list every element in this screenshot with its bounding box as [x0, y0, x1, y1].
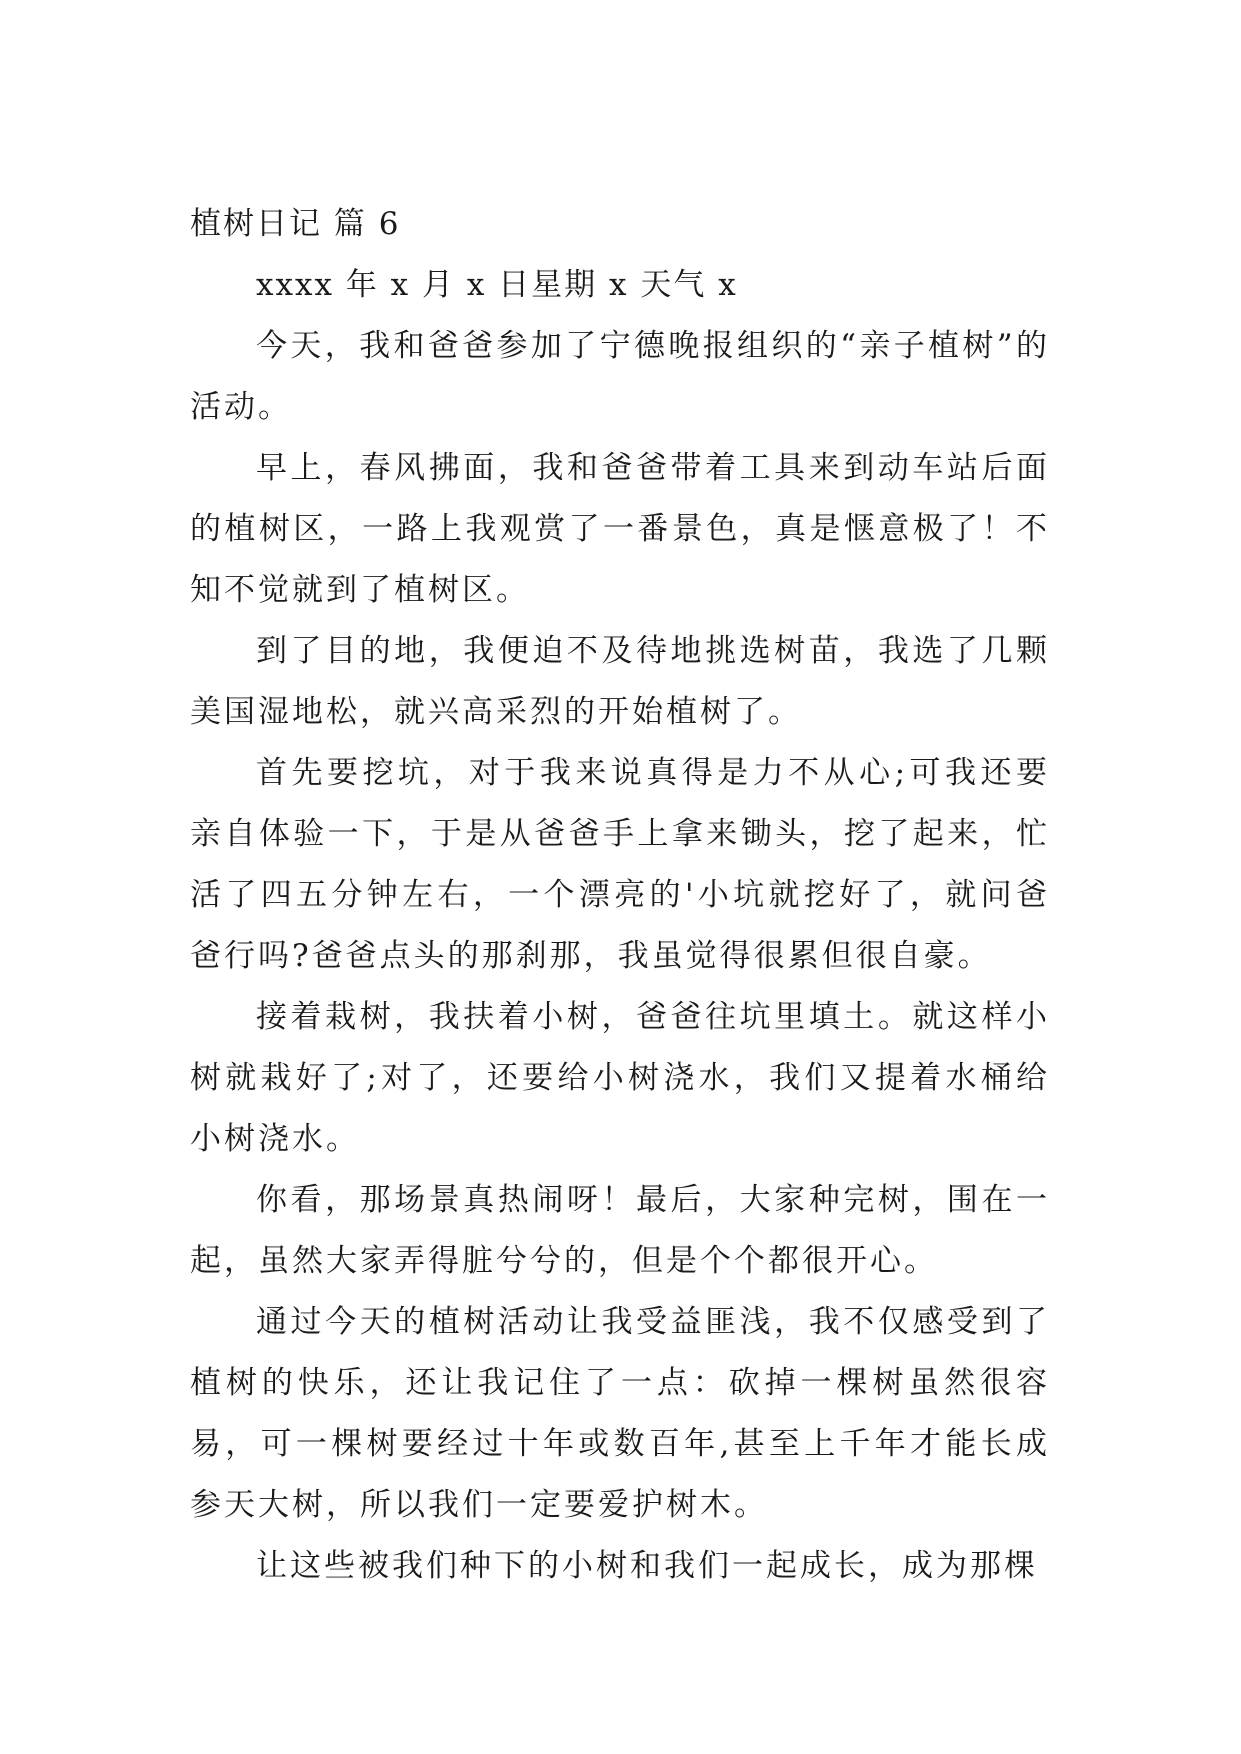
paragraph-planting: 接着栽树，我扶着小树，爸爸往坑里填土。就这样小树就栽好了;对了，还要给小树浇水，我们又提着水桶给小树浇水。	[190, 999, 1050, 1157]
document-title: 植树日记 篇 6	[190, 206, 401, 242]
paragraph-reflection: 通过今天的植树活动让我受益匪浅，我不仅感受到了植树的快乐，还让我记住了一点：砍掉一棵树虽然很容易，可一棵树要经过十年或数百年,甚至上千年才能长成参天大树，所以我们一定要爱护树木。	[190, 1304, 1050, 1523]
paragraph-morning: 早上，春风拂面，我和爸爸带着工具来到动车站后面的植树区，一路上我观赏了一番景色，真是惬意极了！不知不觉就到了植树区。	[190, 450, 1050, 608]
paragraph-closing: 让这些被我们种下的小树和我们一起成长，成为那棵	[256, 1548, 1038, 1584]
paragraph-scene: 你看，那场景真热闹呀！最后，大家种完树，围在一起，虽然大家弄得脏兮兮的，但是个个都很开心。	[190, 1182, 1050, 1279]
paragraph-arrival: 到了目的地，我便迫不及待地挑选树苗，我选了几颗美国湿地松，就兴高采烈的开始植树了。	[190, 633, 1050, 730]
document-body	[190, 194, 1050, 1597]
paragraph-digging: 首先要挖坑，对于我来说真得是力不从心;可我还要亲自体验一下，于是从爸爸手上拿来锄头，挖了起来，忙活了四五分钟左右，一个漂亮的'小坑就挖好了，就问爸爸行吗?爸爸点头的那刹那，我虽觉得很累但很自豪。	[190, 755, 1050, 974]
date-weather-line: xxxx 年 x 月 x 日星期 x 天气 x	[256, 267, 738, 303]
paragraph-intro: 今天，我和爸爸参加了宁德晚报组织的“亲子植树”的活动。	[190, 328, 1050, 425]
